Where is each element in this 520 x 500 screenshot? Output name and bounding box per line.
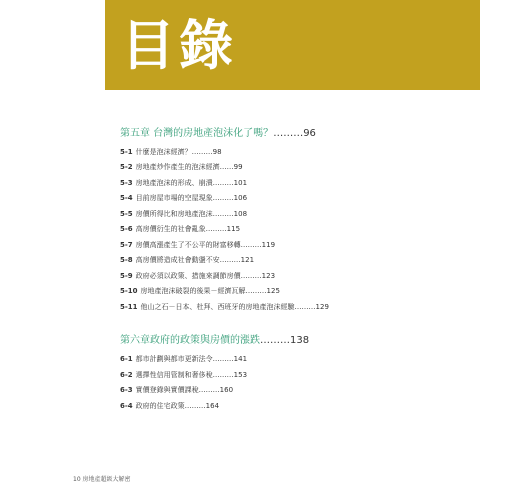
- page-number: 123: [261, 272, 276, 280]
- toc-item-5-1[interactable]: [120, 147, 222, 157]
- section-title: 房地產炒作產生的泡沫經濟: [135, 163, 220, 171]
- section-title: 房價所得比和房地產泡沫: [135, 210, 213, 218]
- leader-dots: ………: [245, 287, 267, 295]
- section-title: 房地產泡沫破裂的後果－經濟瓦解: [140, 287, 246, 295]
- page-number: 164: [205, 402, 220, 410]
- page-number: 160: [219, 386, 234, 394]
- page-number: 115: [226, 225, 241, 233]
- section-title: 實價登錄與實價課稅: [135, 386, 199, 394]
- section-number: 5-8: [120, 256, 133, 264]
- section-number: 5-9: [120, 272, 133, 280]
- leader-dots: ………: [212, 194, 234, 202]
- toc-item-6-4[interactable]: [120, 401, 219, 411]
- section-number: 6-2: [120, 371, 133, 379]
- section-number: 5-7: [120, 241, 133, 249]
- section-title: 政府必須以政策、措施來調節房價: [135, 272, 241, 280]
- page-number: 129: [315, 303, 329, 311]
- section-number: 5-10: [120, 287, 138, 295]
- toc-item-5-2[interactable]: [120, 162, 243, 172]
- toc-item-5-9[interactable]: [120, 271, 275, 281]
- toc-item-5-7[interactable]: [120, 240, 275, 250]
- section-number: 6-3: [120, 386, 133, 394]
- leader-dots: ………: [260, 335, 290, 346]
- leader-dots: ………: [273, 128, 304, 139]
- page-number: 108: [233, 210, 248, 218]
- page-footer: 10 房地產超級大解密: [73, 476, 131, 483]
- chapter-heading-5[interactable]: [120, 127, 316, 141]
- section-number: 6-4: [120, 402, 133, 410]
- section-number: 5-2: [120, 163, 133, 171]
- section-title: 房地產泡沫的形成、崩潰: [135, 179, 213, 187]
- section-number: 5-6: [120, 225, 133, 233]
- leader-dots: ………: [198, 386, 220, 394]
- leader-dots: ………: [240, 241, 262, 249]
- page-number: 96: [303, 128, 316, 139]
- section-title: 選擇性信用管制和奢侈稅: [135, 371, 213, 379]
- leader-dots: ………: [294, 303, 316, 311]
- section-number: 5-5: [120, 210, 133, 218]
- toc-item-6-3[interactable]: [120, 385, 233, 395]
- page-number: 99: [233, 163, 243, 171]
- toc-item-5-8[interactable]: [120, 255, 254, 265]
- section-number: 5-11: [120, 303, 138, 311]
- page-number: 141: [233, 355, 248, 363]
- section-number: 5-1: [120, 148, 133, 156]
- toc-item-5-3[interactable]: [120, 178, 247, 188]
- toc-item-6-2[interactable]: [120, 370, 247, 380]
- chapter-title: 第五章 台灣的房地產泡沫化了嗎？: [120, 128, 274, 139]
- toc-item-5-6[interactable]: [120, 224, 240, 234]
- leader-dots: ………: [219, 256, 241, 264]
- section-title: 房價高漲產生了不公平的財富移轉: [135, 241, 241, 249]
- section-number: 6-1: [120, 355, 133, 363]
- toc-item-6-1[interactable]: [120, 354, 247, 364]
- section-title: 高房價衍生的社會亂象: [135, 225, 206, 233]
- section-number: 5-4: [120, 194, 133, 202]
- page-number: 101: [233, 179, 248, 187]
- section-title: 目前房屋市場的空屋現象: [135, 194, 213, 202]
- page-number: 106: [233, 194, 248, 202]
- leader-dots: ………: [205, 225, 227, 233]
- chapter-title: 第六章政府的政策與房價的漲跌: [120, 335, 260, 346]
- leader-dots: ………: [240, 272, 262, 280]
- leader-dots: ………: [184, 402, 206, 410]
- title-banner: [105, 0, 480, 90]
- section-title: 他山之石－日本、杜拜、西班牙的房地產泡沫經驗: [140, 303, 295, 311]
- section-title: 都市計劃與都市更新法令: [135, 355, 213, 363]
- toc-item-5-5[interactable]: [120, 209, 247, 219]
- leader-dots: ………: [212, 179, 234, 187]
- section-title: 政府的住宅政策: [135, 402, 185, 410]
- leader-dots: ………: [212, 371, 234, 379]
- page-number: 153: [233, 371, 248, 379]
- page-number: 119: [261, 241, 276, 249]
- toc-item-5-4[interactable]: [120, 193, 247, 203]
- page-title: 目錄: [121, 14, 237, 77]
- section-title: 什麼是泡沫經濟？: [135, 148, 192, 156]
- page-number: 121: [240, 256, 255, 264]
- page-number: 138: [290, 335, 310, 346]
- page-number: 125: [266, 287, 280, 295]
- page-number: 98: [212, 148, 222, 156]
- leader-dots: ………: [212, 210, 234, 218]
- leader-dots: ………: [212, 355, 234, 363]
- leader-dots: ……: [219, 163, 234, 171]
- section-title: 高房價將造成社會動盪不安: [135, 256, 220, 264]
- toc-item-5-10[interactable]: [120, 286, 280, 296]
- leader-dots: ………: [191, 148, 213, 156]
- chapter-heading-6[interactable]: [120, 334, 309, 348]
- toc-item-5-11[interactable]: [120, 302, 329, 312]
- section-number: 5-3: [120, 179, 133, 187]
